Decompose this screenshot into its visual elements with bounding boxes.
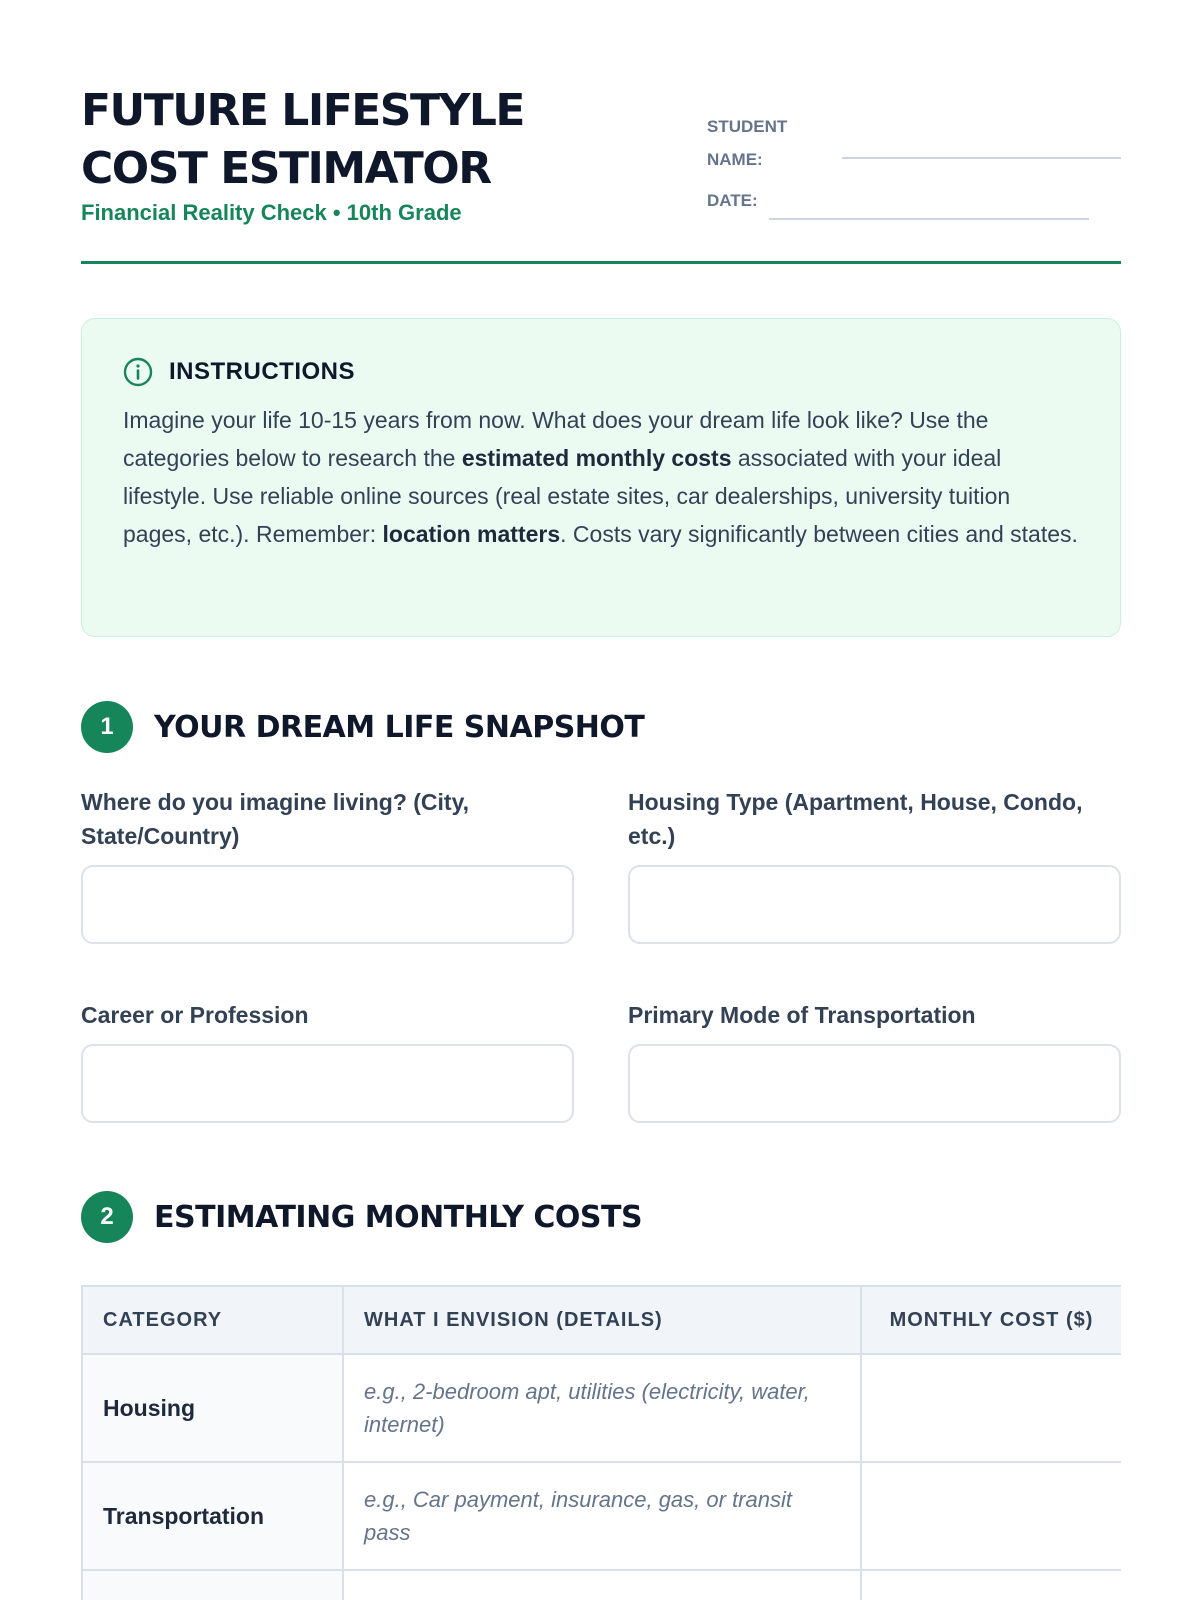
- transportation-mode-input[interactable]: [628, 1044, 1121, 1123]
- header-divider: [81, 261, 1121, 264]
- section-1-heading: [81, 701, 644, 753]
- monthly-cost-cell[interactable]: [861, 1462, 1121, 1570]
- student-meta: [707, 110, 1121, 224]
- living-location-input[interactable]: [81, 865, 574, 944]
- details-cell[interactable]: e.g., 2-bedroom apt, utilities (electricity, water, internet): [343, 1354, 861, 1462]
- field-label: Primary Mode of Transportation: [628, 1002, 976, 1028]
- housing-type-input[interactable]: [628, 865, 1121, 944]
- student-name-label: STUDENT NAME:: [707, 117, 788, 169]
- emphasis-monthly-costs: estimated monthly costs: [461, 445, 732, 471]
- category-cell: [82, 1570, 343, 1600]
- section-number-badge: 2: [81, 1191, 133, 1243]
- worksheet-header: [81, 82, 1121, 264]
- page-subtitle: Financial Reality Check • 10th Grade: [81, 200, 462, 225]
- table-row: [82, 1462, 1121, 1570]
- student-name-field[interactable]: [842, 157, 1121, 159]
- monthly-cost-cell[interactable]: [861, 1570, 1121, 1600]
- details-cell[interactable]: e.g., Car payment, insurance, gas, or transit pass: [343, 1462, 861, 1570]
- housing-type-field: [628, 785, 1121, 853]
- table-row: [82, 1354, 1121, 1462]
- category-cell: Transportation: [82, 1462, 343, 1570]
- field-label: Where do you imagine living? (City, State/Country): [81, 789, 470, 849]
- section-title: ESTIMATING MONTHLY COSTS: [154, 1199, 643, 1235]
- date-label: DATE:: [707, 191, 758, 210]
- instructions-title: INSTRUCTIONS: [169, 358, 355, 385]
- section-title: YOUR DREAM LIFE SNAPSHOT: [154, 709, 645, 745]
- monthly-cost-cell[interactable]: [861, 1354, 1121, 1462]
- details-cell[interactable]: [343, 1570, 861, 1600]
- section-2-heading: [81, 1191, 642, 1243]
- date-field[interactable]: [769, 218, 1089, 220]
- transportation-mode-field: [628, 998, 1121, 1032]
- field-label: Housing Type (Apartment, House, Condo, etc.): [628, 789, 1083, 849]
- column-header-monthly-cost: MONTHLY COST ($): [861, 1286, 1121, 1354]
- page-title: FUTURE LIFESTYLE COST ESTIMATOR: [81, 85, 524, 194]
- table-row: [82, 1570, 1121, 1600]
- section-number-badge: 1: [81, 701, 133, 753]
- category-cell: Housing: [82, 1354, 343, 1462]
- info-circle-icon: [123, 357, 153, 387]
- instructions-text: Imagine your life 10-15 years from now. What does your dream life look like? Use the categories below to research the estimated monthly costs associated with your ideal lifestyle. Use reliable online sources (real estate sites, car dealerships, university tuition pages, etc.). Remember: location matters. Costs vary significantly between cities and states.: [123, 407, 1078, 547]
- instructions-box: [81, 318, 1121, 637]
- column-header-category: CATEGORY: [82, 1286, 343, 1354]
- career-field: [81, 998, 574, 1032]
- table-header-row: [82, 1286, 1121, 1354]
- column-header-details: WHAT I ENVISION (DETAILS): [343, 1286, 861, 1354]
- field-label: Career or Profession: [81, 1002, 309, 1028]
- emphasis-location: location matters: [382, 521, 561, 547]
- monthly-costs-table: [81, 1285, 1121, 1600]
- living-location-field: [81, 785, 574, 853]
- career-input[interactable]: [81, 1044, 574, 1123]
